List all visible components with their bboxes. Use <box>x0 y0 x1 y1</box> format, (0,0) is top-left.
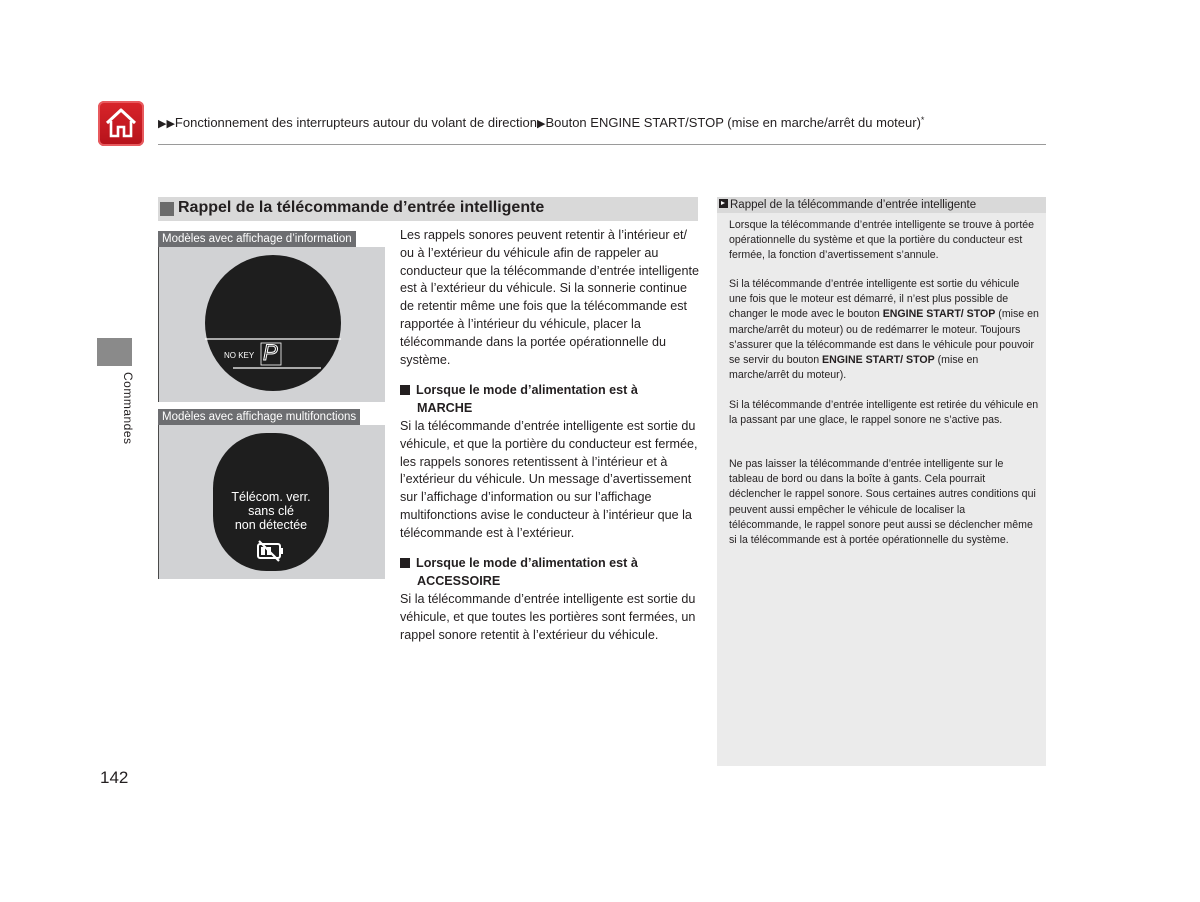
side-note-p2-text-c: (mise en marche/arrêt du moteur) ou de redémarrer le moteur. Toujours s’assurer que la télécommande est dans le véhicule pour pouvoir se servir du bouton <box>729 308 1039 367</box>
side-note-paragraph-4: Ne pas laisser la télécommande d’entrée intelligente sur le tableau de bord ou dans la boîte à gants. Cela pourrait déclencher le rappel sonore. Sous certaines autres conditions qui peuvent aussi empêcher le véhicule de localiser la télécommande, le rappel sonore peut aussi se déclencher même si la télécommande est à portée opérationnelle du système. <box>729 458 1036 547</box>
header-divider <box>158 144 1046 145</box>
side-note-panel <box>717 197 1046 766</box>
intro-paragraph: Les rappels sonores peuvent retentir à l’intérieur et/ ou à l’extérieur du véhicule afin de rappeler au conducteur que la télécommande d’entrée intelligente est à l’extérieur du véhicule. Si la sonnerie continue de retentir même une fois que la télécommande est rapportée à l’intérieur du véhicule, placer la télécommande dans la portée opérationnelle du système. <box>400 228 699 367</box>
side-note-paragraph-2 <box>729 277 1039 383</box>
section-title: Rappel de la télécommande d’entrée intelligente <box>178 199 545 216</box>
multi-display-figure <box>158 425 385 579</box>
info-display-figure <box>158 247 385 402</box>
gear-position-indicator: P <box>263 340 278 365</box>
side-note-p2-text-d: (mise en marche/arrêt du moteur). <box>729 354 979 382</box>
note-arrow-icon <box>719 199 728 208</box>
section-header <box>158 197 698 221</box>
no-key-indicator: NO KEY <box>224 351 255 360</box>
side-tab-label: Commandes <box>121 372 135 445</box>
subheading-accessoire-line2: ACCESSOIRE <box>417 573 501 588</box>
subheading-square-icon <box>400 558 410 568</box>
battery-key-icon <box>255 539 287 563</box>
figure-label-info-display: Modèles avec affichage d’information <box>158 231 356 247</box>
page-number: 142 <box>100 768 129 787</box>
side-note-paragraph-3: Si la télécommande d’entrée intelligente est retirée du véhicule en la passant par une glace, le rappel sonore ne s’active pas. <box>729 399 1039 427</box>
side-note-p2-bold-2: ENGINE START/ STOP <box>822 354 935 367</box>
breadcrumb-link-engine-start[interactable]: Bouton ENGINE START/STOP (mise en marche/arrêt du moteur) <box>545 115 921 130</box>
side-tab-marker[interactable] <box>97 338 132 366</box>
footnote-star: * <box>920 115 925 125</box>
breadcrumb-link-switches[interactable]: Fonctionnement des interrupteurs autour du volant de direction <box>174 115 537 130</box>
key-not-detected-message: Télécom. verr. sans clé non détectée <box>231 490 311 532</box>
gauge-lines <box>205 255 341 391</box>
side-note-p2-text-a: Si la télécommande d’entrée intelligente est sortie du véhicule une fois que le moteur est démarré, il n’est plus possible de changer le mode avec le bouton <box>729 278 1020 321</box>
subheading-square-icon <box>400 385 410 395</box>
subheading-marche-line2: MARCHE <box>417 400 473 415</box>
subheading-accessoire <box>400 555 700 591</box>
multi-display-screen <box>213 433 329 571</box>
side-note-p2-bold-1: ENGINE START/ STOP <box>882 308 996 321</box>
figure-label-multi-display: Modèles avec affichage multifonctions <box>158 409 360 425</box>
marche-paragraph: Si la télécommande d’entrée intelligente est sortie du véhicule, et que la portière du conducteur est fermée, les rappels sonores retentissent à l’intérieur et à l’extérieur du véhicule. Un message d’avertissement sur l’affichage d’information ou sur l’affichage multifonctions avise le conducteur à l’intérieur que la télécommande est à l’extérieur. <box>400 419 698 540</box>
subheading-marche-line1: Lorsque le mode d’alimentation est à <box>416 383 638 397</box>
side-note-paragraph-1: Lorsque la télécommande d’entrée intelligente se trouve à portée opérationnelle du système et que la portière du conducteur est fermée, la fonction d’avertissement s’annule. <box>729 219 1035 262</box>
breadcrumb <box>158 115 924 130</box>
accessoire-paragraph: Si la télécommande d’entrée intelligente est sortie du véhicule, et que toutes les portières sont fermées, un rappel sonore retentit à l’extérieur du véhicule. <box>400 592 696 642</box>
info-display-gauge <box>205 255 341 391</box>
side-note-header <box>717 197 1046 213</box>
chevron-right-icon: ▶ <box>536 118 546 130</box>
home-button[interactable] <box>98 101 144 146</box>
side-note-title: Rappel de la télécommande d’entrée intelligente <box>730 199 977 211</box>
section-square-icon <box>160 202 174 216</box>
subheading-accessoire-line1: Lorsque le mode d’alimentation est à <box>416 556 638 570</box>
chevron-right-icon: ▶▶ <box>158 118 175 130</box>
home-icon <box>104 107 138 140</box>
subheading-marche <box>400 382 700 418</box>
